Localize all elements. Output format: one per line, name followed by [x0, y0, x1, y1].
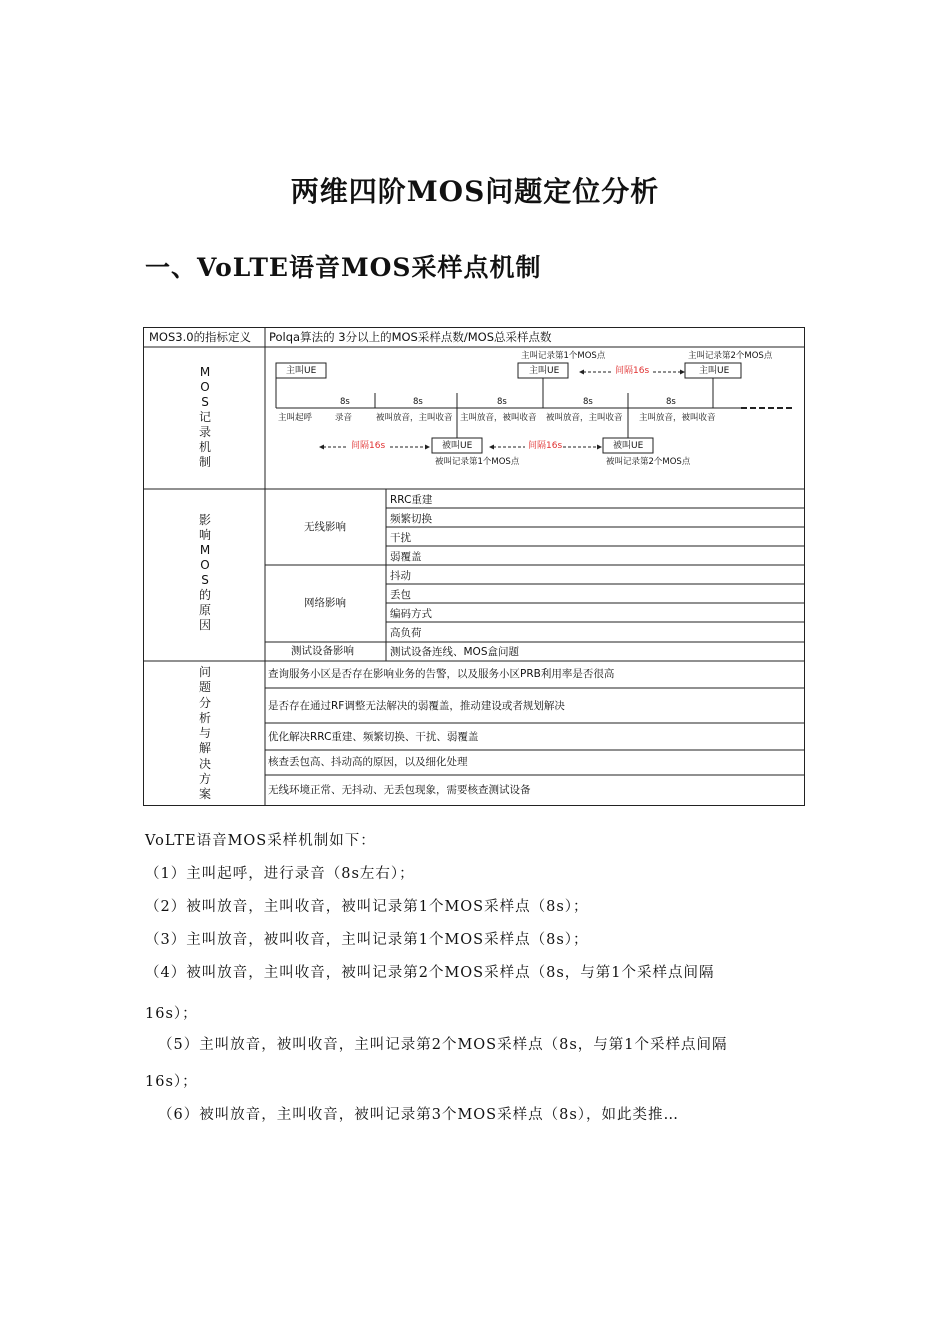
- timeline-label: 主叫起呼: [278, 413, 313, 423]
- timeline-label: 被叫放音，主叫收音: [546, 413, 623, 423]
- duration-label: 8s: [340, 397, 350, 407]
- cause-item: 高负荷: [390, 627, 422, 639]
- timeline-label: 录音: [335, 413, 353, 423]
- cause-item: 干扰: [390, 532, 411, 544]
- caller-ue-label: 主叫UE: [529, 366, 560, 376]
- callee-ue-label: 被叫UE: [442, 441, 473, 451]
- mos-analysis-table: [143, 327, 805, 806]
- document-title: 两维四阶MOS问题定位分析: [290, 175, 660, 208]
- header-metric-definition: MOS3.0的指标定义: [149, 330, 252, 344]
- caption-caller-mos-1: 主叫记录第1个MOS点: [521, 351, 606, 361]
- wireless-impact-label: 无线影响: [304, 521, 346, 533]
- body-step-continued: 16s）；: [145, 1006, 198, 1022]
- header-polqa-formula: Polqa算法的 3分以上的MOS采样点数/MOS总采样点数: [269, 330, 552, 344]
- body-step: （2）被叫放音，主叫收音，被叫记录第1个MOS采样点（8s）；: [145, 899, 589, 915]
- cause-item: 频繁切换: [390, 513, 432, 525]
- label-mos-record-mechanism: M O S 记 录 机 制: [198, 365, 211, 469]
- mos-timeline-diagram: [276, 363, 795, 453]
- interval-16s-bottom: 间隔16s: [528, 441, 563, 451]
- solution-item: 查询服务小区是否存在影响业务的告警，以及服务小区PRB利用率是否很高: [268, 668, 615, 680]
- body-step: （5）主叫放音，被叫收音，主叫记录第2个MOS采样点（8s，与第1个采样点间隔: [158, 1037, 728, 1053]
- network-impact-label: 网络影响: [304, 597, 346, 609]
- caption-callee-mos-2: 被叫记录第2个MOS点: [606, 457, 691, 467]
- section-heading: 一、VoLTE语音MOS采样点机制: [145, 253, 542, 282]
- timeline-label: 被叫放音，主叫收音: [376, 413, 453, 423]
- solution-item: 核查丢包高、抖动高的原因，以及细化处理: [268, 756, 468, 768]
- callee-ue-label: 被叫UE: [613, 441, 644, 451]
- duration-label: 8s: [583, 397, 593, 407]
- duration-label: 8s: [666, 397, 676, 407]
- body-intro: VoLTE语音MOS采样机制如下：: [145, 833, 376, 849]
- cause-item: 丢包: [390, 589, 411, 601]
- caption-caller-mos-2: 主叫记录第2个MOS点: [688, 351, 773, 361]
- device-impact-label: 测试设备影响: [291, 645, 354, 657]
- cause-item: 测试设备连线、MOS盒问题: [390, 646, 519, 658]
- body-step: （3）主叫放音，被叫收音，主叫记录第1个MOS采样点（8s）；: [145, 932, 589, 948]
- solution-item: 无线环境正常、无抖动、无丢包现象，需要核查测试设备: [268, 784, 531, 796]
- cause-item: RRC重建: [390, 494, 433, 506]
- caller-ue-label: 主叫UE: [699, 366, 730, 376]
- cause-item: 编码方式: [390, 608, 432, 620]
- timeline-label: 主叫放音，被叫收音: [639, 413, 716, 423]
- label-mos-causes: 影 响 M O S 的 原 因: [198, 513, 211, 632]
- body-step: （1）主叫起呼，进行录音（8s左右）；: [145, 866, 415, 882]
- caption-callee-mos-1: 被叫记录第1个MOS点: [435, 457, 520, 467]
- cause-item: 弱覆盖: [390, 551, 422, 563]
- caller-ue-label: 主叫UE: [286, 366, 317, 376]
- label-analysis-solutions: 问 题 分 析 与 解 决 方 案: [198, 665, 211, 802]
- duration-label: 8s: [497, 397, 507, 407]
- interval-16s-top: 间隔16s: [615, 366, 650, 376]
- interval-16s-bottom: 间隔16s: [351, 441, 386, 451]
- solution-item: 优化解决RRC重建、频繁切换、干扰、弱覆盖: [268, 731, 479, 743]
- body-step-continued: 16s）；: [145, 1074, 198, 1090]
- timeline-label: 主叫放音，被叫收音: [460, 413, 537, 423]
- body-step: （6）被叫放音，主叫收音，被叫记录第3个MOS采样点（8s），如此类推…: [158, 1107, 680, 1123]
- cause-item: 抖动: [390, 570, 411, 582]
- duration-label: 8s: [413, 397, 423, 407]
- solution-item: 是否存在通过RF调整无法解决的弱覆盖，推动建设或者规划解决: [268, 700, 565, 712]
- body-step: （4）被叫放音，主叫收音，被叫记录第2个MOS采样点（8s，与第1个采样点间隔: [145, 965, 715, 981]
